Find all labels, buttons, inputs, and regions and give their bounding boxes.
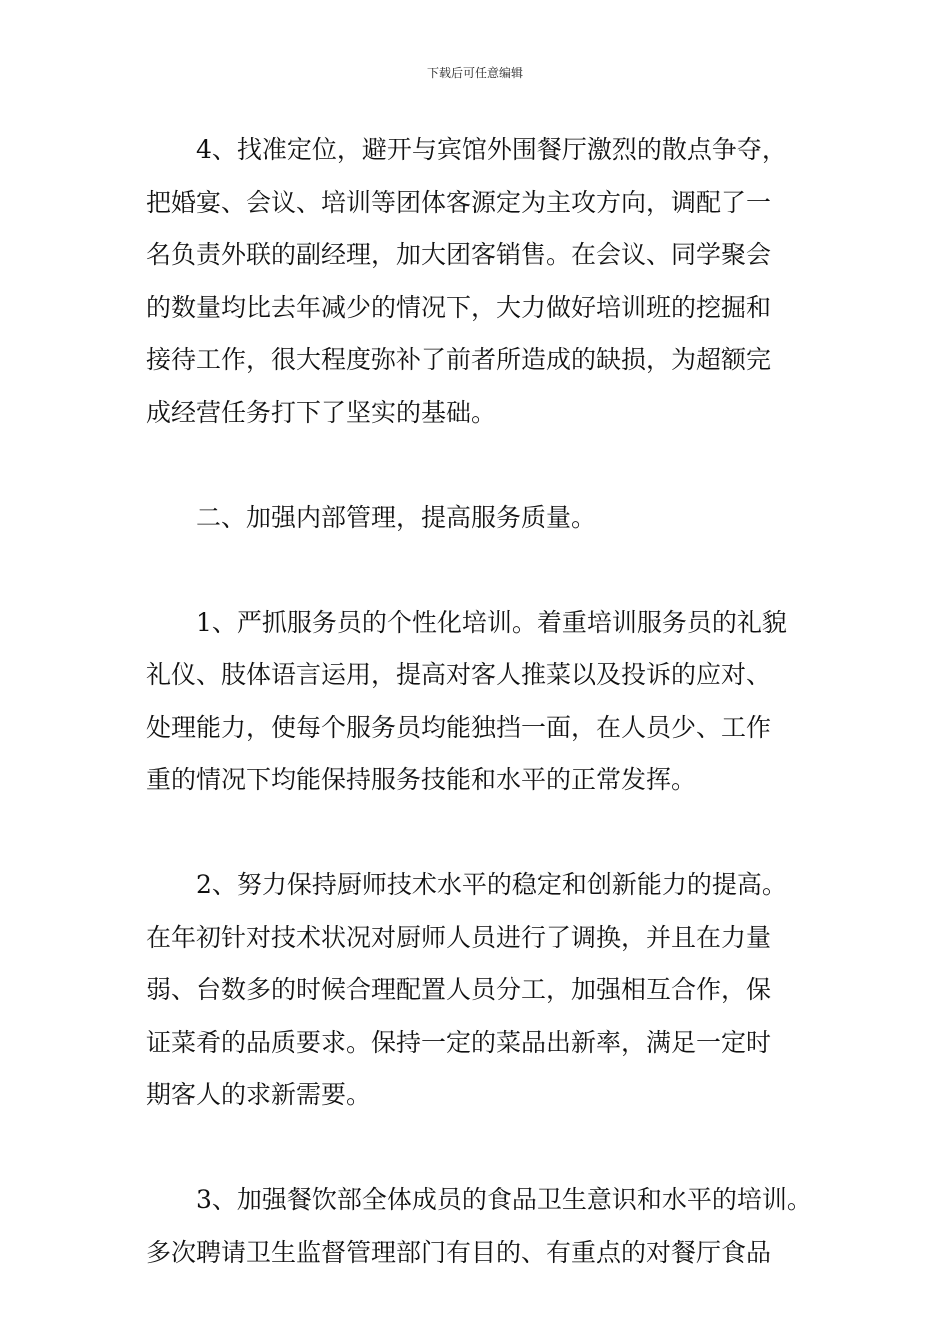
text-line: 重的情况下均能保持服务技能和水平的正常发挥。 — [146, 765, 697, 794]
paragraph-item-1 — [146, 597, 826, 807]
paragraph-gap — [146, 544, 826, 597]
text-line: 名负责外联的副经理，加大团客销售。在会议、同学聚会 — [146, 240, 772, 269]
text-line: 2、努力保持厨师技术水平的稳定和创新能力的提高。 — [196, 870, 787, 899]
text-line: 3、加强餐饮部全体成员的食品卫生意识和水平的培训。 — [196, 1185, 812, 1214]
text-line: 处理能力，使每个服务员均能独挡一面，在人员少、工作 — [146, 712, 772, 742]
text-line: 弱、台数多的时候合理配置人员分工，加强相互合作，保 — [146, 975, 772, 1004]
text-line: 证菜肴的品质要求。保持一定的菜品出新率，满足一定时 — [146, 1027, 772, 1057]
paragraph-item-3 — [146, 1174, 826, 1279]
paragraph-gap — [146, 1122, 826, 1175]
paragraph-gap — [146, 807, 826, 860]
document-body — [146, 124, 826, 1279]
paragraph-gap — [146, 439, 826, 492]
text-line: 成经营任务打下了坚实的基础。 — [146, 397, 497, 427]
text-line: 期客人的求新需要。 — [146, 1080, 372, 1109]
text-line: 礼仪、肢体语言运用，提高对客人推菜以及投诉的应对、 — [146, 660, 772, 689]
text-line: 接待工作，很大程度弥补了前者所造成的缺损，为超额完 — [146, 345, 772, 374]
text-line: 把婚宴、会议、培训等团体客源定为主攻方向，调配了一 — [146, 187, 772, 217]
text-line: 二、加强内部管理，提高服务质量。 — [196, 502, 597, 532]
text-line: 多次聘请卫生监督管理部门有目的、有重点的对餐厅食品 — [146, 1237, 772, 1267]
header-note: 下载后可任意编辑 — [426, 66, 523, 80]
paragraph-item-2 — [146, 859, 826, 1122]
paragraph-item-4 — [146, 124, 826, 439]
text-line: 在年初针对技术状况对厨师人员进行了调换，并且在力量 — [146, 922, 772, 952]
text-line: 1、严抓服务员的个性化培训。着重培训服务员的礼貌 — [196, 607, 787, 637]
text-line: 的数量均比去年减少的情况下，大力做好培训班的挖掘和 — [146, 292, 772, 322]
section-heading-2 — [146, 492, 826, 545]
text-line: 4、找准定位，避开与宾馆外围餐厅激烈的散点争夺， — [196, 135, 787, 164]
